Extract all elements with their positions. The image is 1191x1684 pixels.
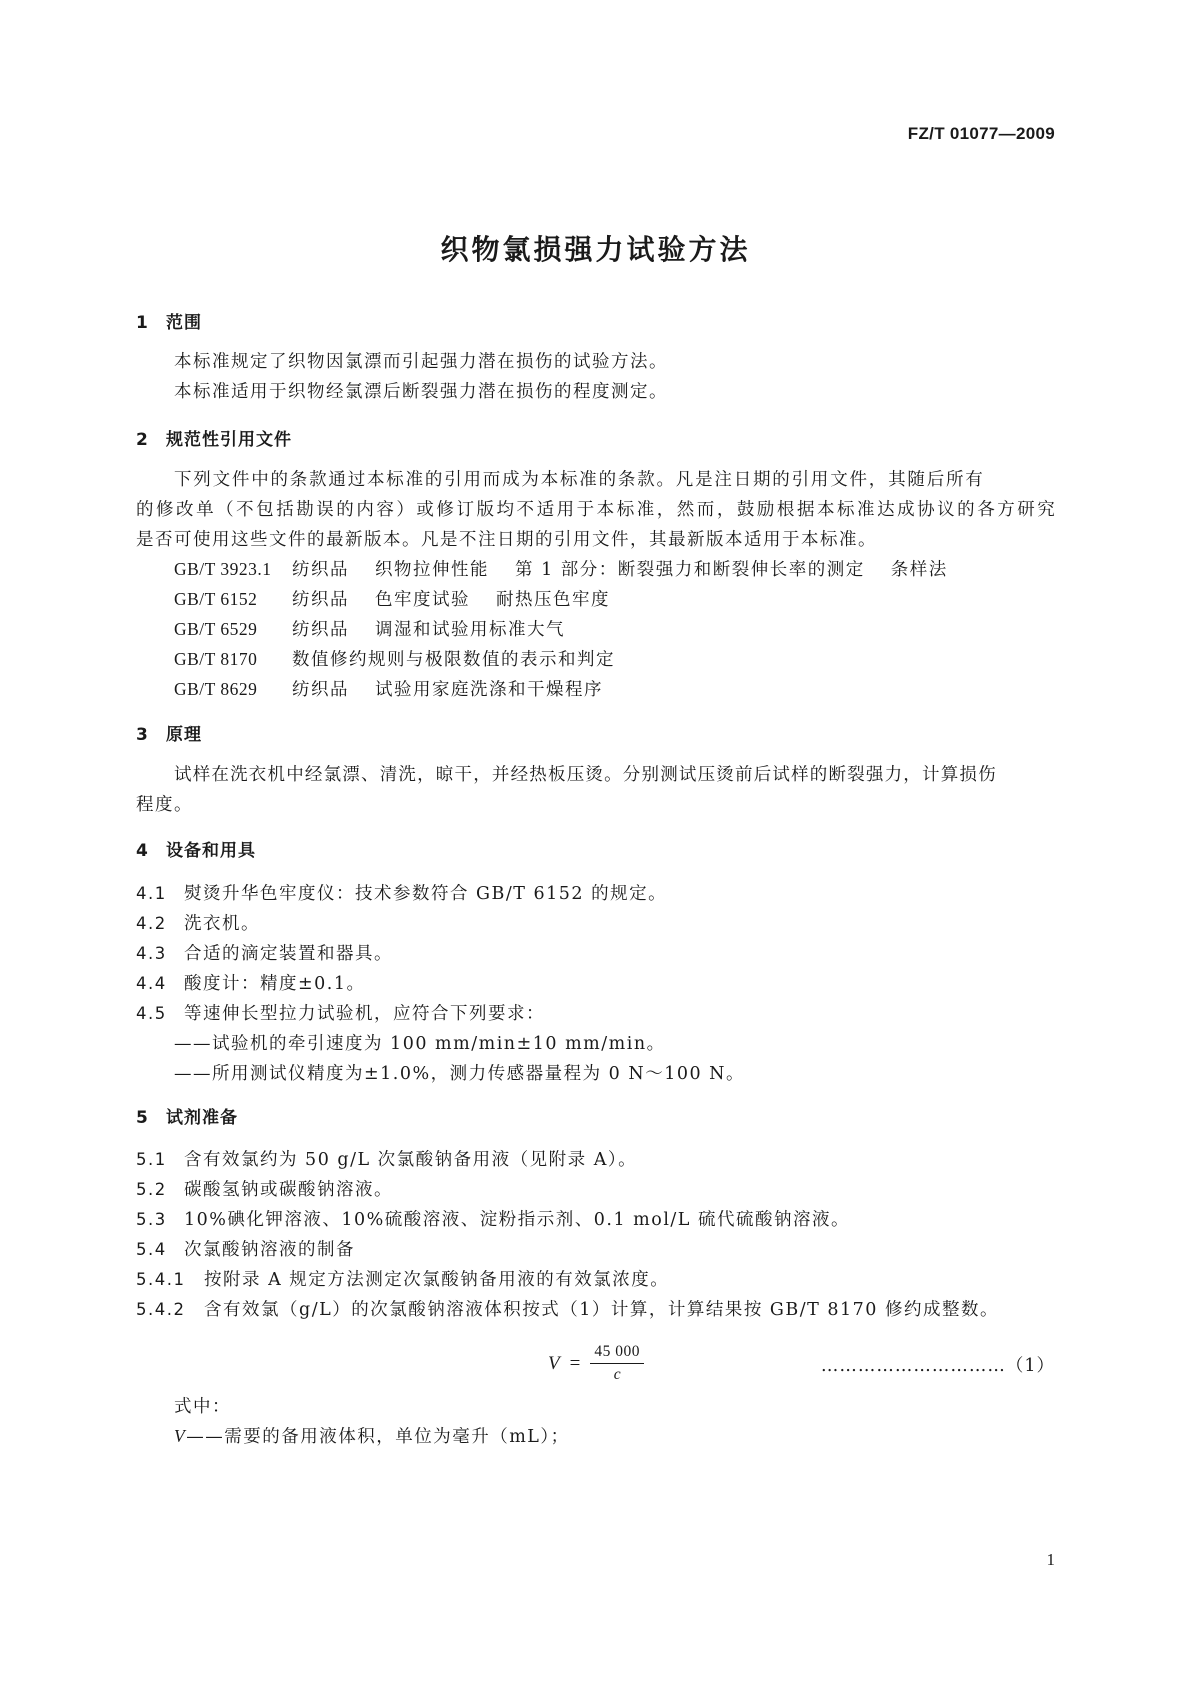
document-title: 织物氯损强力试验方法 <box>440 233 751 266</box>
clause-number: 4.5 <box>136 1004 167 1023</box>
where-definition <box>174 1423 570 1448</box>
dash-item: ——所用测试仪精度为±1.0%，测力传感器量程为 0 N～100 N。 <box>174 1064 745 1084</box>
section-number: 4 <box>136 841 149 861</box>
paragraph-line: 程度。 <box>136 795 193 815</box>
reference-code: GB/T 6152 <box>174 589 258 609</box>
clause-item <box>136 940 393 965</box>
reference-part: 第 1 部分：断裂强力和断裂伸长率的测定 <box>515 560 865 580</box>
reference-part: 数值修约规则与极限数值的表示和判定 <box>292 650 615 670</box>
reference-part: 调湿和试验用标准大气 <box>375 620 565 640</box>
paragraph-line: 试样在洗衣机中经氯漂、清洗，晾干，并经热板压烫。分别测试压烫前后试样的断裂强力，计算损伤 <box>174 765 997 785</box>
clause-number: 5.2 <box>136 1180 167 1199</box>
reference-part: 试验用家庭洗涤和干燥程序 <box>375 680 603 700</box>
formula-lhs: V <box>548 1352 560 1374</box>
page-number: 1 <box>1046 1550 1055 1569</box>
clause-number: 5.4.1 <box>136 1270 186 1289</box>
reference-part: 纺织品 <box>292 680 349 700</box>
reference-part: 耐热压色牢度 <box>496 590 610 610</box>
clause-number: 5.1 <box>136 1150 167 1169</box>
formula <box>548 1343 644 1384</box>
reference-item <box>174 556 948 581</box>
paragraph-line: 的修改单（不包括勘误的内容）或修订版均不适用于本标准，然而，鼓励根据本标准达成协议的各方研究 <box>136 500 1056 520</box>
clause-text: 10%碘化钾溶液、10%硫酸溶液、淀粉指示剂、0.1 mol/L 硫代硫酸钠溶液。 <box>184 1210 850 1230</box>
clause-text: 洗衣机。 <box>184 914 260 934</box>
where-text: ——需要的备用液体积，单位为毫升（mL）； <box>186 1427 570 1447</box>
reference-code: GB/T 6529 <box>174 619 258 639</box>
section-title: 原理 <box>166 725 202 745</box>
clause-item <box>136 1146 637 1171</box>
clause-number: 4.2 <box>136 914 167 933</box>
paragraph-line: 下列文件中的条款通过本标准的引用而成为本标准的条款。凡是注日期的引用文件，其随后所有 <box>174 470 984 490</box>
section-number: 1 <box>136 313 149 333</box>
section-title: 规范性引用文件 <box>166 430 292 450</box>
clause-item <box>136 880 667 905</box>
paragraph-line: 是否可使用这些文件的最新版本。凡是不注日期的引用文件，其最新版本适用于本标准。 <box>136 530 877 550</box>
clause-item <box>136 910 260 935</box>
clause-number: 4.3 <box>136 944 167 963</box>
subclause-item <box>136 1296 999 1321</box>
clause-item <box>136 970 366 995</box>
formula-numerator: 45 000 <box>590 1343 644 1364</box>
formula-equals: = <box>569 1352 581 1374</box>
clause-item <box>136 1176 393 1201</box>
formula-fraction <box>590 1343 644 1384</box>
section-number: 3 <box>136 725 149 745</box>
section-3-heading <box>136 720 202 745</box>
clause-text: 酸度计：精度±0.1。 <box>184 974 366 994</box>
subclause-item <box>136 1266 669 1291</box>
clause-number: 4.4 <box>136 974 167 993</box>
where-label: 式中： <box>174 1397 231 1417</box>
clause-text: 等速伸长型拉力试验机，应符合下列要求： <box>184 1004 545 1024</box>
clause-item <box>136 1236 355 1261</box>
formula-denominator: c <box>613 1366 621 1383</box>
clause-text: 含有效氯（g/L）的次氯酸钠溶液体积按式（1）计算，计算结果按 GB/T 8170 修约成整数。 <box>204 1300 999 1320</box>
paragraph: 本标准规定了织物因氯漂而引起强力潜在损伤的试验方法。 <box>174 352 668 372</box>
section-2-heading <box>136 425 292 450</box>
clause-number: 5.4.2 <box>136 1300 186 1319</box>
reference-item <box>174 586 610 611</box>
reference-code: GB/T 3923.1 <box>174 559 272 579</box>
paragraph: 本标准适用于织物经氯漂后断裂强力潜在损伤的程度测定。 <box>174 382 668 402</box>
section-4-heading <box>136 836 256 861</box>
clause-text: 熨烫升华色牢度仪：技术参数符合 GB/T 6152 的规定。 <box>184 884 668 904</box>
clause-text: 碳酸氢钠或碳酸钠溶液。 <box>184 1180 393 1200</box>
reference-code: GB/T 8170 <box>174 649 258 669</box>
reference-part: 条样法 <box>890 560 948 580</box>
section-title: 试剂准备 <box>166 1108 238 1128</box>
reference-part: 色牢度试验 <box>375 590 470 610</box>
reference-part: 纺织品 <box>292 560 349 580</box>
where-variable: V <box>174 1426 187 1446</box>
clause-number: 5.4 <box>136 1240 167 1259</box>
section-number: 5 <box>136 1108 149 1128</box>
section-number: 2 <box>136 430 149 450</box>
reference-part: 纺织品 <box>292 590 349 610</box>
reference-item <box>174 676 603 701</box>
formula-number: …………………………（1） <box>820 1356 1055 1376</box>
clause-number: 4.1 <box>136 884 167 903</box>
clause-text: 次氯酸钠溶液的制备 <box>184 1240 355 1260</box>
section-title: 范围 <box>166 313 202 333</box>
section-5-heading <box>136 1103 238 1128</box>
reference-item <box>174 646 615 671</box>
clause-text: 合适的滴定装置和器具。 <box>184 944 393 964</box>
reference-part: 织物拉伸性能 <box>375 560 489 580</box>
reference-item <box>174 616 565 641</box>
clause-item <box>136 1206 850 1231</box>
clause-item <box>136 1000 545 1025</box>
dash-item: ——试验机的牵引速度为 100 mm/min±10 mm/min。 <box>174 1034 666 1054</box>
clause-text: 按附录 A 规定方法测定次氯酸钠备用液的有效氯浓度。 <box>204 1270 670 1290</box>
section-1-heading <box>136 308 202 333</box>
reference-code: GB/T 8629 <box>174 679 258 699</box>
clause-number: 5.3 <box>136 1210 167 1229</box>
section-title: 设备和用具 <box>166 841 256 861</box>
clause-text: 含有效氯约为 50 g/L 次氯酸钠备用液（见附录 A）。 <box>184 1150 638 1170</box>
reference-part: 纺织品 <box>292 620 349 640</box>
standard-code: FZ/T 01077—2009 <box>907 124 1055 143</box>
